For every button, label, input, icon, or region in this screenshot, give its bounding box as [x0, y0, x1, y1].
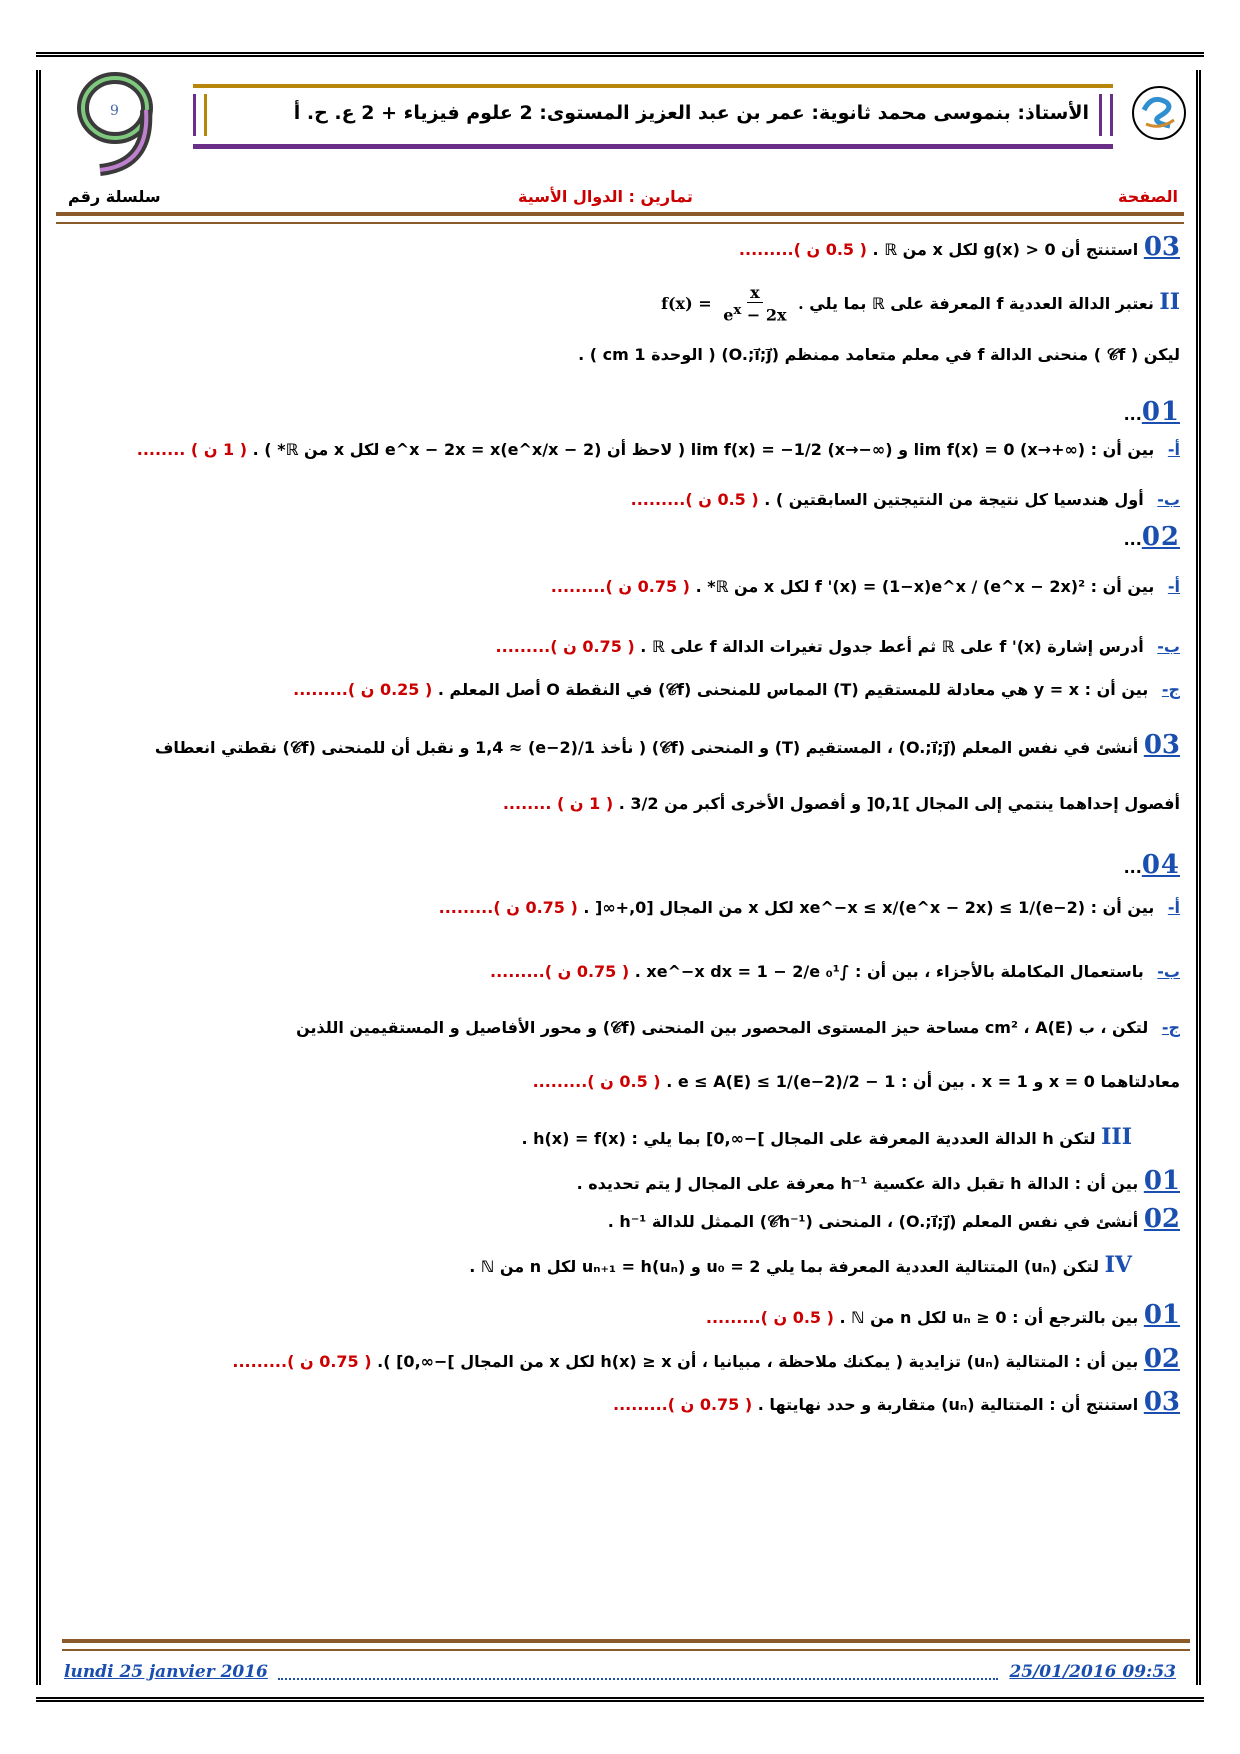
sub-letter: أ- — [1167, 898, 1180, 917]
points: ( 0.75 ن )......... — [550, 577, 690, 596]
curve-def-line — [578, 345, 1180, 365]
q-02c-line — [293, 680, 1180, 700]
points: ( 1 ن ) ........ — [136, 440, 248, 459]
q-04c-continued-line — [533, 1072, 1180, 1091]
part-ii-line — [661, 284, 1180, 325]
sub-letter: ب- — [1157, 962, 1180, 981]
document-content — [48, 62, 1192, 1692]
frame-right-edge — [1196, 70, 1206, 1685]
footer-divider — [62, 1639, 1190, 1651]
item-number: 02 — [1143, 1344, 1180, 1374]
points: ( 0.5 ن )......... — [705, 1308, 834, 1327]
q-iv-02-line — [232, 1344, 1180, 1374]
points: ( 0.75 ن )......... — [613, 1395, 753, 1414]
q-iv-03-line — [613, 1387, 1180, 1417]
q-03-continued-line — [503, 794, 1180, 813]
statement: أنشئ في نفس المعلم (O.;i⃗;j⃗) ، المستقيم (T) و المنحنى (𝒞f) ( نأخذ 1/(e−2) ≈ 1,4 و نقبل أن للمنحنى (𝒞f) نقطتي انعطاف — [154, 738, 1139, 757]
topic-title: تمارين : الدوال الأسية — [518, 187, 693, 206]
statement: باستعمال المكاملة بالأجزاء ، بين أن : ∫₀¹ xe^−x dx = 1 − 2/e . — [634, 962, 1144, 981]
points: ( 0.5 ن )......... — [532, 1072, 661, 1091]
points: ( 0.75 ن )......... — [490, 962, 630, 981]
sub-letter: ب- — [1157, 490, 1180, 509]
item-number: 01 — [1141, 397, 1180, 427]
points: ( 1 ن ) ........ — [502, 794, 614, 813]
series-logo — [70, 70, 160, 180]
q-03-line — [739, 232, 1180, 262]
sub-letter: ب- — [1157, 637, 1180, 656]
points: ( 0.5 ن )......... — [630, 490, 759, 509]
part-number: III — [1101, 1124, 1132, 1150]
footer-date-text: lundi 25 janvier 2016 — [64, 1662, 268, 1682]
statement: بين أن : الدالة h تقبل دالة عكسية h⁻¹ معرفة على المجال J يتم تحديده . — [576, 1174, 1139, 1193]
q-02a-line — [551, 577, 1180, 596]
statement: أول هندسيا كل نتيجة من النتيجتين السابقتين ) . — [764, 490, 1144, 509]
q-04c-line — [296, 1018, 1180, 1038]
function-definition: f(x) = $\frac{x}{e^x - 2x}$ . — [661, 283, 804, 325]
points: ( 0.25 ن )......... — [293, 680, 433, 699]
part-number: II — [1159, 289, 1180, 316]
statement: بين بالترجع أن : 0 ≤ uₙ لكل n من ℕ . — [839, 1308, 1139, 1327]
q-04-heading: 04... — [1123, 850, 1180, 880]
part-iii-line — [521, 1124, 1132, 1150]
statement: أفصول إحداهما ينتمي إلى المجال ]0,1[ و أفصول الأخرى أكبر من 3/2 . — [618, 794, 1180, 813]
statement: بين أن : f '(x) = (1−x)e^x / (e^x − 2x)² لكل x من ℝ* . — [695, 577, 1155, 596]
q-02b-line — [496, 637, 1180, 656]
item-number: 03 — [1143, 232, 1180, 262]
header-band — [193, 84, 1113, 148]
statement: ليكن ( 𝒞f ) منحنى الدالة f في معلم متعامد ممنظم (O.;i⃗;j⃗) ( الوحدة 1 cm ) . — [578, 345, 1180, 364]
q-02-heading: 02... — [1123, 522, 1180, 552]
frame-left-edge — [36, 70, 46, 1685]
points: ( 0.75 ن )......... — [232, 1352, 372, 1371]
statement: بين أن : xe^−x ≤ x/(e^x − 2x) ≤ 1/(e−2) لكل x من المجال [0,+∞[ . — [583, 898, 1155, 917]
q-iv-01-line — [706, 1300, 1180, 1330]
header-divider — [56, 212, 1184, 224]
header-title: الأستاذ: بنموسى محمد ثانوية: عمر بن عبد العزيز المستوى: 2 علوم فيزياء + 2 ع. ح. أ — [293, 102, 1089, 124]
item-number: 03 — [1143, 730, 1180, 760]
q-04b-line — [490, 962, 1180, 981]
q-03-construct-line — [155, 730, 1180, 760]
statement: أنشئ في نفس المعلم (O.;i⃗;j⃗) ، المنحنى (𝒞h⁻¹) الممثل للدالة h⁻¹ . — [607, 1212, 1139, 1231]
svg-text:9: 9 — [110, 103, 119, 119]
q-01-heading: 01... — [1123, 397, 1180, 427]
item-number: 03 — [1143, 1387, 1180, 1417]
q-04a-line — [439, 898, 1180, 917]
sub-letter: أ- — [1167, 577, 1180, 596]
item-number: 01 — [1143, 1300, 1180, 1330]
statement: بين أن : y = x هي معادلة للمستقيم (T) المماس للمنحنى (𝒞f) في النقطة O أصل المعلم . — [437, 680, 1149, 699]
sub-letter: أ- — [1167, 440, 1180, 459]
footer-dotted-rule — [278, 1678, 998, 1680]
q-01a-line — [137, 440, 1180, 459]
footer-timestamp: 25/01/2016 09:53 — [1009, 1662, 1176, 1682]
q-iii-01-line — [577, 1166, 1180, 1196]
part-iv-line — [469, 1252, 1132, 1278]
statement: بين أن : المتتالية (uₙ) تزايدية ( يمكنك ملاحظة ، مبيانيا ، أن h(x) ≥ x لكل x من المجال ]−∞,0] ). — [377, 1352, 1139, 1371]
statement: استنتج أن : المتتالية (uₙ) متقاربة و حدد نهايتها . — [757, 1395, 1139, 1414]
statement: لتكن h الدالة العددية المعرفة على المجال ]−∞,0] بما يلي : h(x) = f(x) . — [521, 1129, 1096, 1148]
page-label: الصفحة — [1117, 187, 1178, 206]
sub-letter: ج- — [1161, 680, 1180, 699]
statement: نعتبر الدالة العددية f المعرفة على ℝ بما يلي — [809, 294, 1154, 314]
q-01b-line — [631, 490, 1180, 509]
statement: لتكن ، ب cm² ، A(E) مساحة حيز المستوى المحصور بين المنحنى (𝒞f) و محور الأفاصيل و المستقيمين اللذين — [296, 1018, 1149, 1037]
statement: لتكن (uₙ) المتتالية العددية المعرفة بما يلي u₀ = 2 و uₙ₊₁ = h(uₙ) لكل n من ℕ . — [469, 1257, 1100, 1276]
statement: معادلتاهما x = 0 و x = 1 . بين أن : 1 − 2/e ≤ A(E) ≤ 1/(e−2) . — [666, 1072, 1180, 1091]
item-number: 02 — [1141, 522, 1180, 552]
part-number: IV — [1104, 1252, 1132, 1278]
points: ( 0.75 ن )......... — [438, 898, 578, 917]
points: ( 0.75 ن )......... — [495, 637, 635, 656]
q-iii-02-line — [608, 1204, 1180, 1234]
item-number: 01 — [1143, 1166, 1180, 1196]
statement: استنتج أن g(x) > 0 لكل x من ℝ . — [872, 240, 1139, 259]
school-logo — [1130, 84, 1188, 142]
item-number: 02 — [1143, 1204, 1180, 1234]
statement: أدرس إشارة f '(x) على ℝ ثم أعط جدول تغيرات الدالة f على ℝ . — [640, 637, 1144, 656]
points: ( 0.5 ن )......... — [738, 240, 867, 259]
item-number: 04 — [1141, 850, 1180, 880]
sub-letter: ج- — [1161, 1018, 1180, 1037]
statement: بين أن : lim f(x) = 0 (x→+∞) و lim f(x) = −1/2 (x→−∞) ( لاحظ أن e^x − 2x = x(e^x/x − 2) لكل x من ℝ* ) . — [252, 440, 1155, 459]
series-label: سلسلة رقم — [68, 187, 161, 206]
